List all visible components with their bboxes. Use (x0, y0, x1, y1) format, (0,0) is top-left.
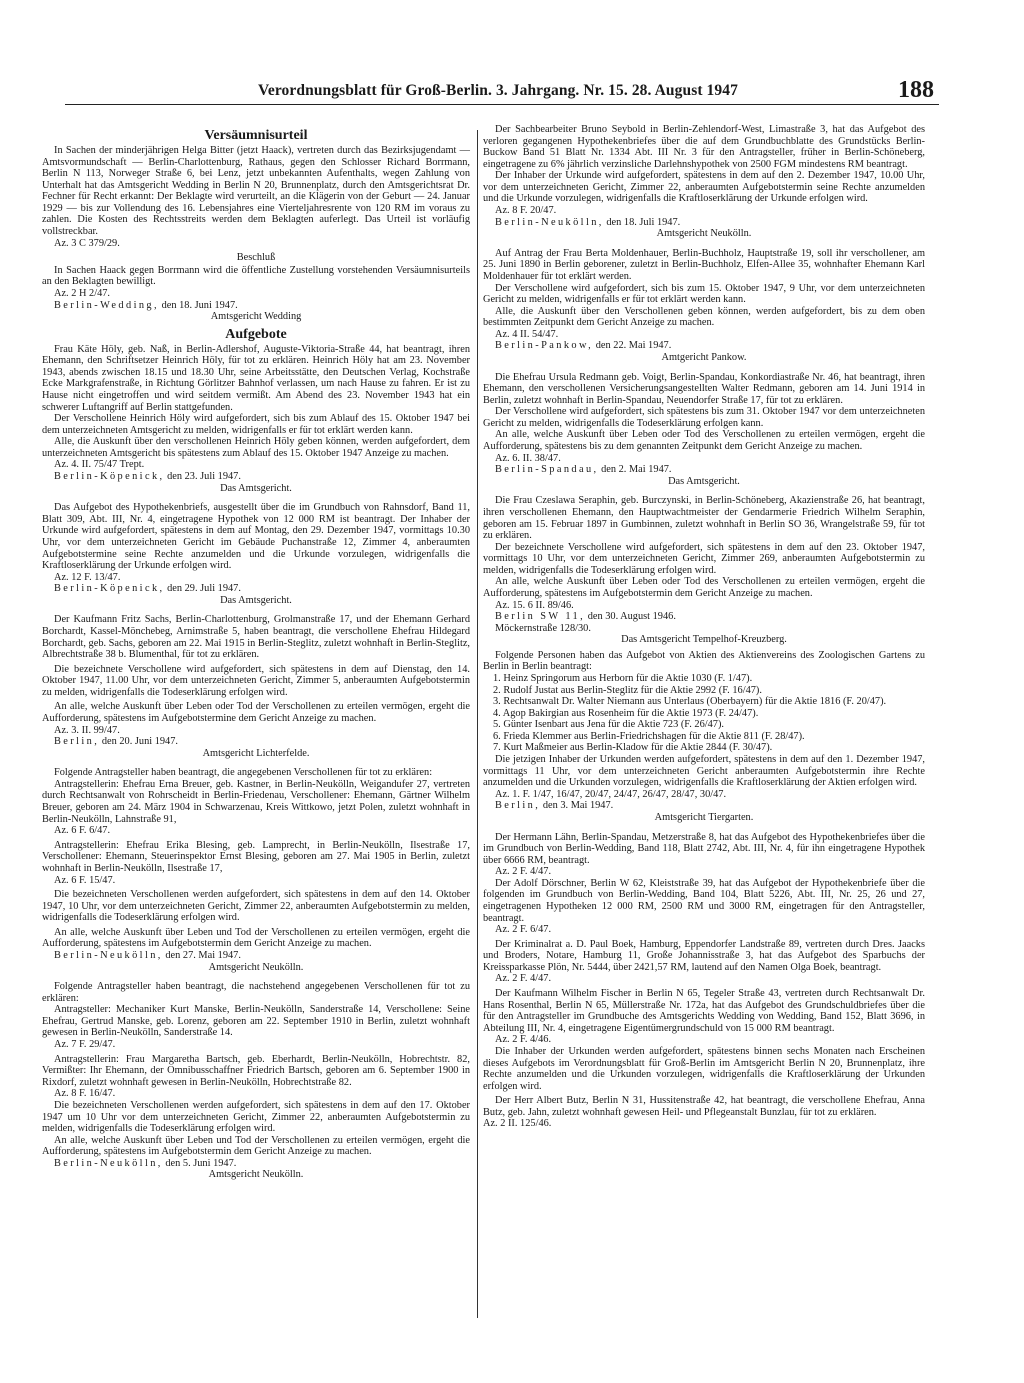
case-reference: Az. 4. II. 75/47 Trept. (54, 459, 145, 471)
paragraph: Antragstellerin: Ehefrau Erika Blesing, geb. Lamprecht, in Berlin-Neukölln, Ilsestraße 17, Verschollener: Ehemann, Steuerinspektor Ernst Blesing, geboren am 27. Mai 1905 in Berlin, zuletzt wohnhaft in Berlin-Neukölln, Ilsestraße 17, (42, 839, 470, 874)
case-reference: Az. 3. II. 99/47. (54, 724, 120, 736)
address-line: Möckernstraße 128/30. (495, 622, 591, 634)
paragraph: Antragsteller: Mechaniker Kurt Manske, Berlin-Neukölln, Sanderstraße 14, Verschollene: Seine Ehefrau, Gertrud Manske, geb. Lorenz, geboren am 22. September 1910 in Berlin, zuletzt wohnhaft gewesen in Berlin-Neukölln, Sanderstraße 14. (42, 1004, 470, 1039)
paragraph: Das Aufgebot des Hypothekenbriefs, ausgestellt über die im Grundbuch von Rahnsdorf, Band 11, Blatt 309, Abt. III, Nr. 4, eingetragene Hypothek von 12 000 RM ist beantragt. Der Inhaber der Urkunde wird aufgefordert, spätestens in dem auf Montag, den 29. Dezember 1947, vormittags 10.30 Uhr, vor dem unterzeichneten Gericht im Gebäude Puchanstraße 12, Zimmer 4, anberaumten Aufgebotstermine seine Rechte anzumelden und die Urkunde vorzulegen, widrigenfalls die Kraftloserklärung der Urkunde erfolgen wird. (42, 502, 470, 572)
paragraph: Antragstellerin: Ehefrau Erna Breuer, geb. Kastner, in Berlin-Neukölln, Weigandufer 27, vertreten durch Rechtsanwalt von Rohrscheidt in Berlin-Friedenau, Verschollener: Ehemann, Gärtner Wilhelm Breuer, geboren am 24. März 1904 in Schwarzenau, Kreis Wittkowo, jetzt Polen, zuletzt wohnhaft in Berlin-Neukölln, Lahnstraße 91, (42, 778, 470, 825)
paragraph: An alle, welche Auskunft über Leben und Tod der Verschollenen zu erteilen vermögen, ergeht die Aufforderung, spätestens im Aufgebotstermin dem Gericht Anzeige zu machen. (42, 1134, 470, 1158)
paragraph: Auf Antrag der Frau Berta Moldenhauer, Berlin-Buchholz, Hauptstraße 19, soll ihr verschollener, am 25. Juni 1890 in Berlin geborener, zuletzt in Berlin-Buchholz, Elfen-Allee 35, wohnhafter Ehemann Karl Moldenhauer für tot erklärt werden. (483, 247, 925, 282)
paragraph: Der Verschollene wird aufgefordert, sich spätestens bis zum 31. Oktober 1947 vor dem unterzeichneten Gericht zu melden, widrigenfalls die Todeserklärung erfolgen kann. (483, 406, 925, 429)
place: Berlin SW 11, (495, 611, 586, 623)
paragraph: Die bezeichnete Verschollene wird aufgefordert, sich spätestens in dem auf Dienstag, den 14. Oktober 1947, 11.00 Uhr, vor dem unterzeichneten Gericht, Zimmer 5, anberaumten Aufgebotstermin zu melden, widrigenfalls die Todeserklärung erfolgen wird. (42, 663, 470, 698)
court-signature: Das Amtsgericht. (220, 594, 292, 606)
paragraph: Die jetzigen Inhaber der Urkunden werden aufgefordert, spätestens in dem auf den 1. Dezember 1947, vormittags 11 Uhr, vor dem unterzeichneten Gericht anberaumten Aufgebotstermin ihre Rechte anzumelden und die Urkunden vorzulegen, widrigenfalls die Kraftloserklärung der Aktien erfolgen wird. (483, 754, 925, 789)
paragraph: An alle, welche Auskunft über Leben oder Tod des Verschollenen zu erteilen vermögen, ergeht die Aufforderung, spätestens im Aufgebotstermin dem Gericht Anzeige zu machen. (483, 576, 925, 599)
place: Berlin, (495, 800, 541, 812)
date: den 23. Juli 1947. (167, 471, 241, 483)
case-reference: Az. 1. F. 1/47, 16/47, 20/47, 24/47, 26/47, 28/47, 30/47. (495, 788, 727, 800)
date: den 27. Mai 1947. (165, 950, 241, 961)
date: den 30. August 1946. (587, 611, 676, 623)
date: den 20. Juni 1947. (101, 736, 178, 748)
paragraph: In Sachen der minderjährigen Helga Bitter (jetzt Haack), vertreten durch das Bezirksjugendamt — Amtsvormundschaft — Berlin-Charlottenburg, Rathaus, gegen den Schlosser Richard Borrmann, Berlin N 113, Norweger Straße 6, bei Lenz, jetzt unbekannten Aufenthalts, wegen Zahlung von Unterhalt hat das Amtsgericht Wedding in Berlin N 20, Brunnenplatz, durch den Amtsgerichtsrat Dr. Fechner für Recht erkannt: Der Beklagte wird verurteilt, an die Klägerin von der Geburt — 24. Januar 1929 — bis zur Vollendung des 16. Lebensjahres eine Vierteljahresrente von 120 RM im voraus zu zahlen. Die Kosten des Rechtsstreits werden dem Beklagten auferlegt. Das Urteil ist vorläufig vollstreckbar. (42, 145, 470, 238)
case-reference: Az. 7 F. 29/47. (54, 1039, 116, 1051)
case-reference: Az. 2 F. 6/47. (495, 924, 552, 936)
court-signature: Amtsgericht Neukölln. (208, 961, 304, 973)
list-item: 2. Rudolf Justat aus Berlin-Steglitz für die Aktie 2992 (F. 16/47). (493, 684, 762, 696)
header-title: Verordnungsblatt für Groß-Berlin. 3. Jahrgang. Nr. 15. 28. August 1947 (258, 82, 738, 99)
paragraph: Die Frau Czeslawa Seraphin, geb. Burczynski, in Berlin-Schöneberg, Akazienstraße 26, hat beantragt, ihren verschollenen Ehemann, den Hauptwachtmeister der Gendarmerie Friedrich Wilhelm Seraphin, geboren am 15. Februar 1897 in Gumbinnen, zuletzt wohnhaft in Berlin SO 36, Wrangelstraße 59, für tot zu erklären. (483, 495, 925, 542)
place-date-line (483, 611, 925, 623)
list-item: 5. Günter Isenbart aus Jena für die Aktie 723 (F. 26/47). (493, 719, 724, 731)
place-date-line (42, 950, 470, 962)
paragraph: Der bezeichnete Verschollene wird aufgefordert, sich spätestens in dem auf den 23. Oktober 1947, vormittags 10 Uhr, vor dem unterzeichneten Gericht, Zimmer 269, anberaumten Aufgebotstermin zu melden, widrigenfalls die Todeserklärung erfolgen wird. (483, 541, 925, 576)
case-reference: Az. 8 F. 20/47. (495, 205, 557, 217)
date: den 29. Juli 1947. (167, 583, 241, 595)
paragraph: Alle, die Auskunft über den verschollenen Heinrich Höly geben können, werden aufgefordert, dem unterzeichneten Amtsgericht bis spätestens zum Ablauf des 15. Oktober 1947 Anzeige zu machen. (42, 436, 470, 459)
paragraph: Folgende Antragsteller haben beantragt, die angegebenen Verschollenen für tot zu erklären: (54, 767, 433, 779)
case-reference: Az. 4 II. 54/47. (495, 328, 559, 340)
case-reference: Az. 8 F. 16/47. (54, 1088, 116, 1100)
paragraph: Der Herr Albert Butz, Berlin N 31, Hussitenstraße 42, hat beantragt, die verschollene Ehefrau, Anna Butz, geb. Jahn, zuletzt wohnhaft gewesen Heil- und Pflegeanstalt Bunzlau, für tot zu erklären. (483, 1095, 925, 1118)
paragraph: Der Inhaber der Urkunde wird aufgefordert, spätestens in dem auf den 2. Dezember 1947, 10.00 Uhr, vor dem unterzeichneten Gericht, Zimmer 22, anberaumten Aufgebotstermin seine Rechte anzumelden und die Urkunde vorzulegen, widrigenfalls die Kraftloserklärung der Urkunde erfolgen wird. (483, 170, 925, 205)
place: Berlin-Köpenick, (54, 583, 165, 595)
paragraph: An alle, welche Auskunft über Leben oder Tod der Verschollenen zu erteilen vermögen, ergeht die Aufforderung, spätestens im Aufgebotstermine dem Gericht Anzeige zu machen. (42, 701, 470, 725)
place: Berlin-Wedding, (54, 299, 159, 311)
page-header (60, 77, 964, 110)
case-reference: Az. 12 F. 13/47. (54, 571, 121, 583)
date: den 3. Mai 1947. (542, 800, 614, 812)
case-reference: Az. 6 F. 6/47. (54, 825, 111, 837)
case-reference: Az. 2 II. 125/46. (483, 1118, 552, 1130)
date: den 18. Juni 1947. (161, 299, 238, 311)
place-date-line (483, 340, 925, 352)
paragraph: An alle, welche Auskunft über Leben und Tod der Verschollenen zu erteilen vermögen, ergeht die Aufforderung, spätestens im Aufgebotstermin dem Gericht Anzeige zu machen. (42, 926, 470, 950)
court-signature: Amtsgericht Wedding (210, 311, 302, 323)
list-item: 3. Rechtsanwalt Dr. Walter Niemann aus Unterlaus (Oberbayern) für die Aktie 1816 (F. 20/47). (493, 696, 887, 708)
paragraph: Die bezeichneten Verschollenen werden aufgefordert, sich spätestens in dem auf den 17. Oktober 1947 um 10 Uhr vor dem unterzeichneten Gericht, Zimmer 22, anberaumten Aufgebotstermin zu melden, widrigenfalls die Todeserklärung erfolgen wird. (42, 1099, 470, 1135)
list-item: 4. Agop Bakirgian aus Rosenheim für die Aktie 1973 (F. 24/47). (493, 707, 759, 719)
paragraph: An alle, welche Auskunft über Leben oder Tod des Verschollenen zu erteilen vermögen, ergeht die Aufforderung, spätestens bis zu dem genannten Zeitpunkt dem Gericht Anzeige zu machen. (483, 429, 925, 453)
place-date-line (42, 736, 470, 748)
paragraph: In Sachen Haack gegen Borrmann wird die öffentliche Zustellung vorstehenden Versäumnisurteils an den Beklagten bewilligt. (42, 264, 470, 288)
paragraph: Der Kriminalrat a. D. Paul Boek, Hamburg, Eppendorfer Landstraße 89, vertreten durch Dres. Jaacks und Broders, Notare, Hamburg 11, Große Johannisstraße 3, hat das Aufgebot des Sparbuchs der Kreissparkasse Plön, Nr. 5444, über 2421,57 RM, lautend auf den Namen Olga Boek, beantragt. (483, 938, 925, 973)
paragraph: Die Inhaber der Urkunden werden aufgefordert, spätestens binnen sechs Monaten nach Erscheinen dieses Aufgebots im Verordnungsblatt für Groß-Berlin im Amtsgericht Berlin N 20, Brunnenplatz, ihre Rechte anzumelden und die Urkunden vorzulegen, widrigenfalls die Kraftloserklärung der Urkunden erfolgen wird. (483, 1045, 925, 1092)
paragraph: Frau Käte Höly, geb. Naß, in Berlin-Adlershof, Auguste-Viktoria-Straße 44, hat beantragt, ihren Ehemann, den Schriftsetzer Heinrich Höly, für tot zu erklären. Heinrich Höly hat am 23. November 1943, abends zwischen 18.15 und 18.30 Uhr, seine Arbeitsstätte, den Deutschen Verlag, Kochstraße Ecke Markgrafenstraße, in Richtung Görlitzer Bahnhof verlassen, um nach Hause zu fahren. Er ist zu Hause nicht eingetroffen und wird seitdem vermißt. Am Abend des 23. November 1943 hat ein schwerer Luftangriff auf Berlin stattgefunden. (42, 343, 470, 413)
court-signature: Amtsgericht Tiergarten. (654, 811, 754, 823)
court-signature: Das Amtsgericht. (220, 482, 292, 494)
case-reference: Az. 2 F. 4/46. (495, 1034, 552, 1046)
place-date-line (42, 300, 470, 312)
section-heading: Versäumnisurteil (204, 128, 308, 143)
paragraph: Der Verschollene wird aufgefordert, sich bis zum 15. Oktober 1947, 9 Uhr, vor dem unterzeichneten Gericht zu melden, widrigenfalls er für tot erklärt werden kann. (483, 282, 925, 306)
right-column (483, 124, 925, 1130)
paragraph: Der Kaufmann Fritz Sachs, Berlin-Charlottenburg, Grolmanstraße 17, und der Ehemann Gerhard Borchardt, Kassel-Mönchebeg, Arnimstraße 5, haben beantragt, die verschollene Ehefrau Hildegard Borchardt, geb. Sachs, geboren am 22. Mai 1915 in Berlin-Steglitz, zuletzt wohnhaft in Berlin-Steglitz, Albrechtstraße 38 b. Blumenthal, für tot zu erklären. (42, 614, 470, 661)
court-signature: Amtsgericht Lichterfelde. (202, 747, 310, 759)
subheading: Beschluß (236, 252, 276, 264)
place: Berlin-Neukölln, (495, 216, 604, 228)
court-signature: Amtsgericht Neukölln. (208, 1169, 304, 1181)
list-item: 1. Heinz Springorum aus Herborn für die Aktie 1030 (F. 1/47). (493, 673, 753, 685)
case-reference: Az. 2 F. 4/47. (495, 973, 552, 985)
case-reference: Az. 2 F. 4/47. (495, 866, 552, 878)
date: den 5. Juni 1947. (165, 1157, 237, 1169)
paragraph: Der Sachbearbeiter Bruno Seybold in Berlin-Zehlendorf-West, Limastraße 3, hat das Aufgebot des verloren gegangenen Hypothekenbriefes über die auf dem Grundbuchblatte des Grundstücks Berlin-Buckow Band 51 Blatt Nr. 1334 Abt. III Nr. 3 für den Antragsteller, früher in Berlin-Schöneberg, eingetragene zu 6% jährlich verzinsliche Darlehnshypothek von 2500 FGM mindestens RM beantragt. (483, 124, 925, 170)
place: Berlin, (54, 736, 100, 748)
paragraph: Folgende Personen haben das Aufgebot von Aktien des Aktienvereins des Zoologischen Gartens zu Berlin in Berlin beantragt: (483, 649, 925, 673)
place: Berlin-Neukölln, (54, 950, 163, 961)
court-signature: Amtgericht Pankow. (661, 351, 747, 363)
court-signature: Das Amtsgericht. (668, 475, 740, 487)
section-heading: Aufgebote (225, 326, 287, 342)
place: Berlin-Köpenick, (54, 471, 165, 483)
paragraph: Der Verschollene Heinrich Höly wird aufgefordert, sich bis zum Ablauf des 15. Oktober 1947 bei dem unterzeichneten Amtsgericht zu melden, widrigenfalls er für tot erklärt werden kann. (42, 413, 470, 436)
paragraph: Der Hermann Lähn, Berlin-Spandau, Metzerstraße 8, hat das Aufgebot des Hypothekenbriefes über die im Grundbuch von Berlin-Wedding, Band 118, Blatt 2742, Abt. III, Nr. 4, für ihn eingetragene Hypothek über 6666 RM, beantragt. (483, 831, 925, 866)
place-date-line (42, 471, 470, 483)
place: Berlin-Pankow, (495, 340, 594, 352)
left-column (42, 124, 470, 1182)
case-reference: Az. 2 H 2/47. (54, 287, 111, 299)
date: den 2. Mai 1947. (601, 464, 672, 476)
date: den 18. Juli 1947. (606, 216, 681, 228)
place-date-line (483, 217, 925, 229)
place-date-line (483, 800, 925, 812)
paragraph: Antragstellerin: Frau Margaretha Bartsch, geb. Eberhardt, Berlin-Neukölln, Hobrechtstr. 82, Vermißter: Ihr Ehemann, der Omnibusschaffner Friedrich Bartsch, geboren am 6. September 1900 in Rixdorf, zuletzt wohnhaft gewesen in Berlin-Neukölln, Hobrechtstraße 82. (42, 1053, 470, 1088)
paragraph: Folgende Antragsteller haben beantragt, die nachstehend angegebenen Verschollenen für tot zu erklären: (42, 981, 470, 1004)
paragraph: Die Ehefrau Ursula Redmann geb. Voigt, Berlin-Spandau, Konkordiastraße Nr. 46, hat beantragt, ihren Ehemann, den verschollenen Versicherungsangestellten Walter Redmann, geboren am 14. Juni 1914 in Berlin, zuletzt wohnhaft in Berlin-Spandau, Neuendorfer Straße 17, für tot zu erklären. (483, 371, 925, 406)
paragraph: Der Adolf Dörschner, Berlin W 62, Kleiststraße 39, hat das Aufgebot der Hypothekenbriefe über die folgenden im Grundbuch von Berlin-Wedding, Band 104, Blatt 5226, Abt. III, Nr. 25, 26 und 27, eingetragenen Hypotheken 12 000 RM, 2500 RM und 3000 RM, eingetragen für den Antragsteller, beantragt. (483, 877, 925, 924)
court-signature: Das Amtsgericht Tempelhof-Kreuzberg. (621, 634, 787, 646)
court-signature: Amtsgericht Neukölln. (656, 228, 752, 240)
list-item: 7. Kurt Maßmeier aus Berlin-Kladow für die Aktie 2844 (F. 30/47). (493, 742, 773, 754)
case-reference: Az. 6 F. 15/47. (54, 874, 116, 886)
list-item: 6. Frieda Klemmer aus Berlin-Friedrichshagen für die Aktie 811 (F. 28/47). (493, 730, 805, 742)
place-date-line (483, 464, 925, 476)
case-reference: Az. 6. II. 38/47. (495, 452, 561, 464)
place-date-line (42, 1158, 470, 1170)
header-rule (65, 104, 939, 105)
paragraph: Alle, die Auskunft über den Verschollenen geben können, werden aufgefordert, bis zu dem oben bestimmten Zeitpunkt dem Gericht Anzeige zu machen. (483, 305, 925, 329)
paragraph: Die bezeichneten Verschollenen werden aufgefordert, sich spätestens in dem auf den 14. Oktober 1947, 10 Uhr, vor dem unterzeichneten Gericht, Zimmer 22, anberaumten Aufgebotstermin zu melden, widrigenfalls die Todeserklärung erfolgen wird. (42, 889, 470, 924)
place: Berlin-Neukölln, (54, 1157, 163, 1169)
place-date-line (42, 583, 470, 595)
column-divider (477, 130, 478, 1318)
page-number: 188 (898, 77, 934, 103)
place: Berlin-Spandau, (495, 464, 599, 476)
case-reference: Az. 15. 6 II. 89/46. (495, 599, 574, 611)
paragraph: Der Kaufmann Wilhelm Fischer in Berlin N 65, Tegeler Straße 43, vertreten durch Rechtsanwalt Dr. Hans Rosenthal, Berlin N 65, Müllerstraße Nr. 172a, hat das Aufgebot des Grundschuldbriefes über die für den Antragsteller im Grundbuche des Amtsgerichts Wedding von Wedding, Band 152, Blatt 3696, in Abteilung III, Nr. 4, eingetragene Eigentümergrundschuld von 15 000 RM beantragt. (483, 988, 925, 1034)
case-reference: Az. 3 C 379/29. (54, 237, 120, 249)
date: den 22. Mai 1947. (595, 340, 672, 352)
